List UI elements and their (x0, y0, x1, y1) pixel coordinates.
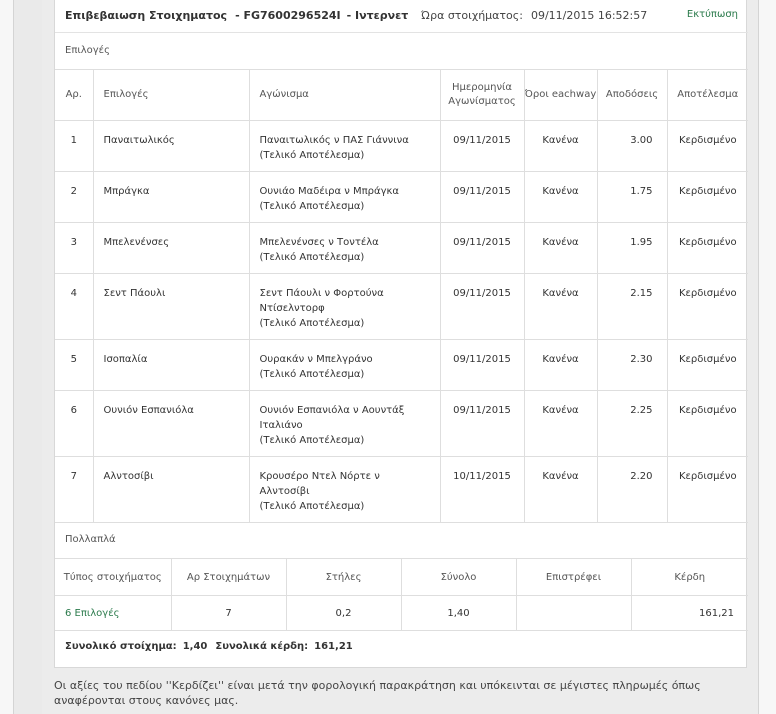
bet-code: - FG7600296524I (235, 9, 341, 22)
bet-time-label: Ώρα στοιχήματος: (421, 9, 523, 22)
row-bet-count: 7 (171, 596, 286, 631)
row-number: 6 (55, 391, 93, 457)
table-row (55, 121, 748, 172)
col-winnings: Κέρδη (631, 559, 748, 596)
row-result: Κερδισμένο (667, 340, 748, 391)
multiples-table (55, 558, 748, 631)
selections-table (55, 69, 748, 523)
event-name-cont: Ντίσελντορφ (259, 303, 325, 314)
row-selection: Σεντ Πάουλι (93, 274, 249, 340)
row-date: 09/11/2015 (440, 340, 524, 391)
event-name: Παναιτωλικός ν ΠΑΣ Γιάννινα (259, 135, 409, 146)
row-eachway: Κανένα (524, 340, 597, 391)
row-event (249, 391, 440, 457)
bet-confirmation-page (42, 0, 758, 714)
row-event (249, 274, 440, 340)
row-date: 09/11/2015 (440, 172, 524, 223)
row-winnings: 161,21 (631, 596, 748, 631)
event-market: (Τελικό Αποτέλεσμα) (259, 501, 365, 512)
row-event (249, 457, 440, 523)
row-selection: Αλντοσίβι (93, 457, 249, 523)
col-bet-type: Τύπος στοιχήματος (55, 559, 171, 596)
table-row (55, 172, 748, 223)
bet-type-link[interactable]: 6 Επιλογές (55, 596, 171, 631)
row-result: Κερδισμένο (667, 457, 748, 523)
event-market: (Τελικό Αποτέλεσμα) (259, 369, 365, 380)
event-market: (Τελικό Αποτέλεσμα) (259, 150, 365, 161)
row-odds: 2.25 (597, 391, 667, 457)
col-stake: Στήλες (286, 559, 401, 596)
total-stake-value: 1,40 (182, 641, 208, 652)
row-event (249, 172, 440, 223)
row-number: 2 (55, 172, 93, 223)
row-date: 09/11/2015 (440, 121, 524, 172)
row-date: 09/11/2015 (440, 391, 524, 457)
event-name: Ουνιόν Εσπανιόλα ν Αουντάξ (259, 405, 405, 416)
col-odds: Αποδόσεις (597, 70, 667, 121)
table-row (55, 391, 748, 457)
row-result: Κερδισμένο (667, 223, 748, 274)
event-market: (Τελικό Αποτέλεσμα) (259, 318, 365, 329)
col-total: Σύνολο (401, 559, 516, 596)
event-name-cont: Ιταλιάνο (259, 420, 303, 431)
totals-summary (65, 641, 361, 652)
row-result: Κερδισμένο (667, 391, 748, 457)
col-result: Αποτέλεσμα (667, 70, 748, 121)
event-name: Μπελενένσες ν Τοντέλα (259, 237, 379, 248)
bet-title-text: Επιβεβαιωση Στοιχηματος (65, 9, 228, 22)
row-returns (516, 596, 631, 631)
total-stake-label: Συνολικό στοίχημα: (65, 641, 177, 652)
col-eachway: Όροι eachway (524, 70, 597, 121)
row-odds: 2.30 (597, 340, 667, 391)
row-result: Κερδισμένο (667, 274, 748, 340)
row-event (249, 340, 440, 391)
bet-title (65, 9, 408, 22)
row-date: 10/11/2015 (440, 457, 524, 523)
event-name: Κρουσέρο Ντελ Νόρτε ν (259, 471, 380, 482)
table-row (55, 274, 748, 340)
event-market: (Τελικό Αποτέλεσμα) (259, 252, 365, 263)
row-result: Κερδισμένο (667, 121, 748, 172)
row-selection: Μπράγκα (93, 172, 249, 223)
total-winnings-label: Συνολικά κέρδη: (215, 641, 309, 652)
row-eachway: Κανένα (524, 274, 597, 340)
col-number: Αρ. (55, 70, 93, 121)
row-number: 3 (55, 223, 93, 274)
row-odds: 1.95 (597, 223, 667, 274)
row-selection: Μπελενένσες (93, 223, 249, 274)
col-bet-count: Αρ Στοιχημάτων (171, 559, 286, 596)
row-number: 5 (55, 340, 93, 391)
col-selection: Επιλογές (93, 70, 249, 121)
print-link[interactable]: Εκτύπωση (686, 9, 738, 20)
total-winnings-value: 161,21 (314, 641, 353, 652)
event-name: Σεντ Πάουλι ν Φορτούνα (259, 288, 384, 299)
event-name: Ουνιάο Μαδέιρα ν Μπράγκα (259, 186, 400, 197)
row-odds: 2.15 (597, 274, 667, 340)
row-number: 1 (55, 121, 93, 172)
row-eachway: Κανένα (524, 223, 597, 274)
card-header (55, 0, 748, 33)
selections-section-label: Επιλογές (65, 45, 110, 56)
row-eachway: Κανένα (524, 121, 597, 172)
bet-time (421, 9, 647, 22)
event-market: (Τελικό Αποτέλεσμα) (259, 201, 365, 212)
row-number: 4 (55, 274, 93, 340)
row-eachway: Κανένα (524, 391, 597, 457)
row-stake: 0,2 (286, 596, 401, 631)
left-panel-edge (0, 0, 14, 714)
table-row (55, 340, 748, 391)
right-scrollbar[interactable] (758, 0, 776, 714)
row-selection: Παναιτωλικός (93, 121, 249, 172)
table-row (55, 223, 748, 274)
row-odds: 1.75 (597, 172, 667, 223)
tax-footnote: Οι αξίες του πεδίου ''Κερδίζει'' είναι μετά την φορολογική παρακράτηση και υπόκεινται σε μέγιστες πληρωμές όπως αναφέρονται στους κανόνες μας. (54, 679, 701, 707)
table-row (55, 457, 748, 523)
row-total: 1,40 (401, 596, 516, 631)
row-event (249, 121, 440, 172)
multiples-header-row (55, 559, 748, 596)
event-name: Ουρακάν ν Μπελγράνο (259, 354, 373, 365)
bet-time-value: 09/11/2015 16:52:57 (530, 9, 648, 22)
col-event: Αγώνισμα (249, 70, 440, 121)
col-event-date: Ημερομηνία Αγωνίσματος (440, 70, 524, 121)
row-event (249, 223, 440, 274)
row-selection: Ισοπαλία (93, 340, 249, 391)
row-date: 09/11/2015 (440, 274, 524, 340)
multiples-section-label: Πολλαπλά (65, 534, 116, 545)
row-odds: 2.20 (597, 457, 667, 523)
row-eachway: Κανένα (524, 172, 597, 223)
bet-channel: - Ιντερνετ (346, 9, 409, 22)
event-name-cont: Αλντοσίβι (259, 486, 310, 497)
row-number: 7 (55, 457, 93, 523)
table-row (55, 596, 748, 631)
col-returns: Επιστρέφει (516, 559, 631, 596)
row-date: 09/11/2015 (440, 223, 524, 274)
row-odds: 3.00 (597, 121, 667, 172)
row-result: Κερδισμένο (667, 172, 748, 223)
event-market: (Τελικό Αποτέλεσμα) (259, 435, 365, 446)
row-eachway: Κανένα (524, 457, 597, 523)
selections-header-row (55, 70, 748, 121)
row-selection: Ουνιόν Εσπανιόλα (93, 391, 249, 457)
bet-confirmation-card (54, 0, 747, 668)
